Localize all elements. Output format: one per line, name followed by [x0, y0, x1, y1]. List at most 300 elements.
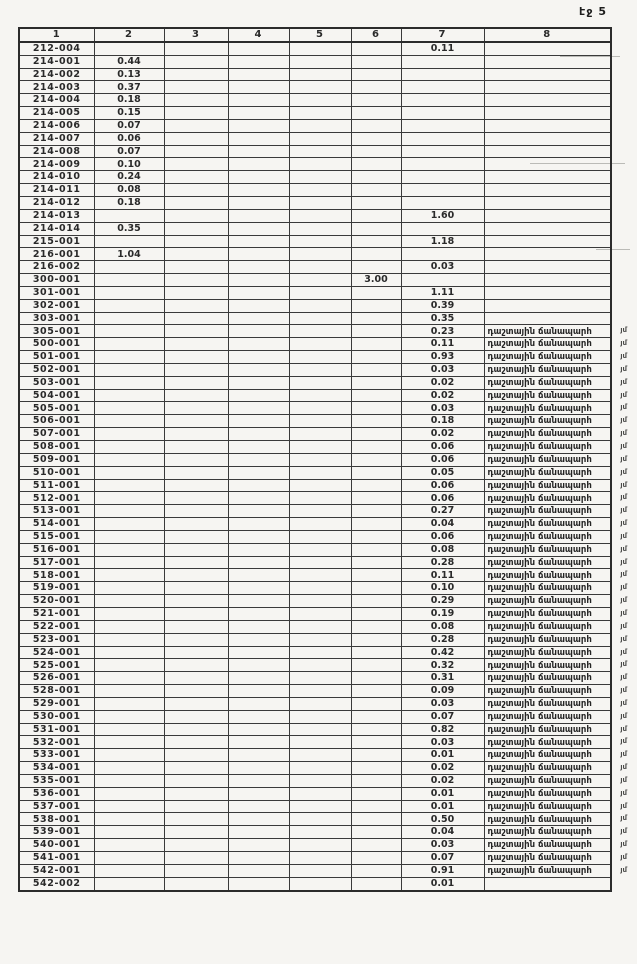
col5-cell [289, 55, 351, 68]
table-row [19, 800, 611, 813]
row-code-cell: 526-001 [19, 672, 94, 685]
col6-value-cell [351, 402, 401, 415]
col7-value-cell [401, 107, 484, 120]
table-row [19, 852, 611, 865]
margin-annotation: յմ [620, 583, 627, 592]
row-code-cell: 504-001 [19, 389, 94, 402]
col4-cell [228, 94, 289, 107]
road-label: դաշտային ճանապարհ [487, 776, 592, 787]
margin-annotation: յմ [620, 686, 627, 695]
table-row [19, 415, 611, 428]
road-label-cell [484, 839, 627, 852]
road-label-cell [484, 762, 627, 775]
page-number-label: էջ 5 [579, 5, 607, 18]
col6-value-cell [351, 646, 401, 659]
col7-value-cell [401, 248, 484, 261]
col5-cell [289, 877, 351, 890]
col3-cell [164, 762, 228, 775]
col3-cell [164, 299, 228, 312]
column-header-2: 2 [94, 28, 164, 42]
road-label-cell [484, 415, 627, 428]
table-row [19, 839, 611, 852]
col3-cell [164, 68, 228, 81]
col6-value-cell [351, 582, 401, 595]
col3-cell [164, 864, 228, 877]
road-label-cell [484, 132, 611, 145]
table-row [19, 453, 611, 466]
col3-cell [164, 582, 228, 595]
col4-cell [228, 813, 289, 826]
col4-cell [228, 826, 289, 839]
col3-cell [164, 607, 228, 620]
col7-value-cell: 0.06 [401, 492, 484, 505]
table-row [19, 505, 611, 518]
margin-annotation: յմ [620, 467, 627, 476]
col4-cell [228, 145, 289, 158]
col6-value-cell [351, 145, 401, 158]
col4-cell [228, 659, 289, 672]
table-row [19, 171, 611, 184]
col3-cell [164, 261, 228, 274]
table-row [19, 774, 611, 787]
road-label-cell [484, 697, 627, 710]
road-label: դաշտային ճանապարհ [487, 724, 592, 735]
col4-cell [228, 697, 289, 710]
road-label: դաշտային ճանապարհ [487, 647, 592, 658]
col4-cell [228, 184, 289, 197]
col5-cell [289, 646, 351, 659]
col2-value-cell [94, 543, 164, 556]
col5-cell [289, 582, 351, 595]
col2-value-cell [94, 235, 164, 248]
margin-annotation: յմ [620, 647, 627, 656]
col4-cell [228, 466, 289, 479]
col3-cell [164, 55, 228, 68]
margin-annotation: յմ [620, 865, 627, 874]
col3-cell [164, 530, 228, 543]
col2-value-cell [94, 633, 164, 646]
col4-cell [228, 762, 289, 775]
row-code-cell: 516-001 [19, 543, 94, 556]
table-row [19, 338, 611, 351]
margin-annotation: յմ [620, 377, 627, 386]
road-label: դաշտային ճանապարհ [487, 467, 592, 478]
col2-value-cell [94, 338, 164, 351]
table-row [19, 261, 611, 274]
col2-value-cell [94, 697, 164, 710]
col2-value-cell [94, 415, 164, 428]
col6-value-cell [351, 672, 401, 685]
col5-cell [289, 389, 351, 402]
col4-cell [228, 685, 289, 698]
road-label-cell [484, 826, 627, 839]
road-label-cell [484, 235, 611, 248]
col7-value-cell [401, 222, 484, 235]
col6-value-cell [351, 248, 401, 261]
col5-cell [289, 453, 351, 466]
col7-value-cell: 0.06 [401, 441, 484, 454]
margin-annotation: յմ [620, 442, 627, 450]
road-label-cell [484, 222, 611, 235]
road-label-cell [484, 685, 627, 698]
road-label-cell [484, 158, 611, 171]
col7-value-cell: 0.50 [401, 813, 484, 826]
col2-value-cell [94, 351, 164, 364]
table-row [19, 492, 611, 505]
road-label: դաշտային ճանապարհ [487, 570, 592, 581]
row-code-cell: 508-001 [19, 441, 94, 454]
col3-cell [164, 325, 228, 338]
col7-value-cell: 0.06 [401, 453, 484, 466]
margin-annotation: յմ [620, 814, 627, 823]
col6-value-cell [351, 196, 401, 209]
table-row [19, 787, 611, 800]
table-row [19, 145, 611, 158]
col7-value-cell: 0.03 [401, 697, 484, 710]
col3-cell [164, 543, 228, 556]
road-label-cell [484, 248, 611, 261]
col3-cell [164, 659, 228, 672]
col5-cell [289, 569, 351, 582]
col6-value-cell [351, 261, 401, 274]
col4-cell [228, 158, 289, 171]
table-row [19, 543, 611, 556]
row-code-cell: 214-008 [19, 145, 94, 158]
margin-annotation: յմ [620, 621, 627, 630]
col2-value-cell [94, 363, 164, 376]
col4-cell [228, 864, 289, 877]
table-row [19, 556, 611, 569]
col6-value-cell [351, 697, 401, 710]
col2-value-cell [94, 518, 164, 531]
row-code-cell: 536-001 [19, 787, 94, 800]
road-label-cell [484, 530, 627, 543]
row-code-cell: 520-001 [19, 595, 94, 608]
col7-value-cell: 0.02 [401, 428, 484, 441]
col7-value-cell: 0.42 [401, 646, 484, 659]
road-label: դաշտային ճանապարհ [487, 506, 592, 517]
road-label: դաշտային ճանապարհ [487, 840, 592, 851]
col3-cell [164, 479, 228, 492]
row-code-cell: 534-001 [19, 762, 94, 775]
col2-value-cell [94, 274, 164, 287]
col7-value-cell [401, 274, 484, 287]
table-row [19, 222, 611, 235]
col5-cell [289, 672, 351, 685]
row-code-cell: 301-001 [19, 286, 94, 299]
col4-cell [228, 389, 289, 402]
col6-value-cell [351, 415, 401, 428]
col5-cell [289, 839, 351, 852]
col4-cell [228, 171, 289, 184]
col3-cell [164, 363, 228, 376]
road-label: դաշտային ճանապարհ [487, 737, 592, 748]
col4-cell [228, 363, 289, 376]
row-code-cell: 300-001 [19, 274, 94, 287]
col6-value-cell [351, 453, 401, 466]
road-label-cell [484, 55, 611, 68]
col3-cell [164, 595, 228, 608]
col5-cell [289, 633, 351, 646]
road-label-cell [484, 492, 627, 505]
table-row [19, 749, 611, 762]
col7-value-cell: 0.28 [401, 556, 484, 569]
road-label-cell [484, 864, 627, 877]
col2-value-cell [94, 826, 164, 839]
col7-value-cell: 0.01 [401, 877, 484, 890]
col2-value-cell: 1.04 [94, 248, 164, 261]
table-row [19, 428, 611, 441]
col2-value-cell [94, 864, 164, 877]
road-label-cell [484, 94, 611, 107]
road-label: դաշտային ճանապարհ [487, 814, 592, 825]
margin-annotation: յմ [620, 724, 627, 733]
road-label: դաշտային ճանապարհ [487, 519, 592, 530]
row-code-cell: 502-001 [19, 363, 94, 376]
col6-value-cell [351, 543, 401, 556]
col2-value-cell: 0.24 [94, 171, 164, 184]
road-label-cell [484, 299, 611, 312]
col4-cell [228, 736, 289, 749]
col5-cell [289, 196, 351, 209]
col4-cell [228, 633, 289, 646]
road-label-cell [484, 325, 627, 338]
col6-value-cell: 3.00 [351, 274, 401, 287]
col6-value-cell [351, 441, 401, 454]
table-row [19, 351, 611, 364]
row-code-cell: 535-001 [19, 774, 94, 787]
table-row [19, 158, 611, 171]
col7-value-cell: 0.02 [401, 389, 484, 402]
col6-value-cell [351, 595, 401, 608]
col5-cell [289, 145, 351, 158]
col7-value-cell [401, 184, 484, 197]
col4-cell [228, 569, 289, 582]
col5-cell [289, 800, 351, 813]
row-code-cell: 503-001 [19, 376, 94, 389]
row-code-cell: 214-010 [19, 171, 94, 184]
col7-value-cell: 0.08 [401, 543, 484, 556]
col3-cell [164, 196, 228, 209]
table-row [19, 569, 611, 582]
road-label: դաշտային ճանապարհ [487, 557, 592, 568]
row-code-cell: 512-001 [19, 492, 94, 505]
table-row [19, 325, 611, 338]
col5-cell [289, 299, 351, 312]
road-label: դաշտային ճանապարհ [487, 699, 592, 710]
col2-value-cell [94, 672, 164, 685]
row-code-cell: 500-001 [19, 338, 94, 351]
col5-cell [289, 428, 351, 441]
col7-value-cell: 0.10 [401, 582, 484, 595]
margin-annotation: յմ [620, 596, 627, 605]
row-code-cell: 214-006 [19, 119, 94, 132]
row-code-cell: 215-001 [19, 235, 94, 248]
margin-annotation: յմ [620, 788, 627, 797]
col5-cell [289, 607, 351, 620]
col4-cell [228, 479, 289, 492]
col5-cell [289, 119, 351, 132]
col4-cell [228, 274, 289, 287]
table-row [19, 685, 611, 698]
col3-cell [164, 877, 228, 890]
margin-annotation: յմ [620, 339, 627, 348]
col5-cell [289, 274, 351, 287]
table-row [19, 196, 611, 209]
column-header-5: 5 [289, 28, 351, 42]
col7-value-cell [401, 55, 484, 68]
col2-value-cell [94, 441, 164, 454]
road-label-cell [484, 505, 627, 518]
table-row [19, 466, 611, 479]
col7-value-cell: 0.02 [401, 774, 484, 787]
row-code-cell: 214-004 [19, 94, 94, 107]
col2-value-cell [94, 582, 164, 595]
row-code-cell: 542-001 [19, 864, 94, 877]
col3-cell [164, 685, 228, 698]
col5-cell [289, 466, 351, 479]
col2-value-cell [94, 877, 164, 890]
col6-value-cell [351, 351, 401, 364]
road-label-cell [484, 813, 627, 826]
road-label-cell [484, 774, 627, 787]
col3-cell [164, 235, 228, 248]
col2-value-cell [94, 685, 164, 698]
road-label-cell [484, 453, 627, 466]
col7-value-cell: 0.19 [401, 607, 484, 620]
col6-value-cell [351, 338, 401, 351]
col4-cell [228, 286, 289, 299]
col7-value-cell: 0.82 [401, 723, 484, 736]
table-row [19, 107, 611, 120]
table-row [19, 595, 611, 608]
col6-value-cell [351, 505, 401, 518]
road-label-cell [484, 261, 611, 274]
col3-cell [164, 402, 228, 415]
row-code-cell: 214-005 [19, 107, 94, 120]
col3-cell [164, 505, 228, 518]
table-row [19, 723, 611, 736]
col5-cell [289, 620, 351, 633]
row-code-cell: 533-001 [19, 749, 94, 762]
margin-annotation: յմ [620, 801, 627, 810]
table-row [19, 363, 611, 376]
road-label-cell [484, 402, 627, 415]
col4-cell [228, 402, 289, 415]
road-label-cell [484, 42, 611, 55]
col2-value-cell [94, 530, 164, 543]
col5-cell [289, 723, 351, 736]
row-code-cell: 214-014 [19, 222, 94, 235]
road-label-cell [484, 351, 627, 364]
col6-value-cell [351, 171, 401, 184]
col6-value-cell [351, 479, 401, 492]
col2-value-cell [94, 556, 164, 569]
road-label: դաշտային ճանապարհ [487, 750, 592, 761]
table-row [19, 312, 611, 325]
col5-cell [289, 158, 351, 171]
col3-cell [164, 351, 228, 364]
col2-value-cell [94, 787, 164, 800]
col7-value-cell: 0.11 [401, 338, 484, 351]
table-row [19, 132, 611, 145]
road-label-cell [484, 582, 627, 595]
col4-cell [228, 530, 289, 543]
col7-value-cell: 0.06 [401, 530, 484, 543]
col2-value-cell [94, 749, 164, 762]
col6-value-cell [351, 68, 401, 81]
col2-value-cell [94, 466, 164, 479]
column-header-6: 6 [351, 28, 401, 42]
road-label-cell [484, 107, 611, 120]
row-code-cell: 212-004 [19, 42, 94, 55]
col6-value-cell [351, 685, 401, 698]
road-label-cell [484, 184, 611, 197]
road-label-cell [484, 633, 627, 646]
row-code-cell: 214-012 [19, 196, 94, 209]
col2-value-cell: 0.35 [94, 222, 164, 235]
col2-value-cell [94, 659, 164, 672]
margin-annotation: յմ [620, 557, 627, 566]
col5-cell [289, 312, 351, 325]
col6-value-cell [351, 877, 401, 890]
col5-cell [289, 543, 351, 556]
col6-value-cell [351, 492, 401, 505]
table-row [19, 286, 611, 299]
col4-cell [228, 119, 289, 132]
col2-value-cell [94, 402, 164, 415]
col4-cell [228, 68, 289, 81]
row-code-cell: 507-001 [19, 428, 94, 441]
table-row [19, 518, 611, 531]
col6-value-cell [351, 736, 401, 749]
margin-annotation: յմ [620, 454, 627, 463]
col3-cell [164, 312, 228, 325]
table-row [19, 646, 611, 659]
col3-cell [164, 672, 228, 685]
col7-value-cell: 0.08 [401, 620, 484, 633]
table-row [19, 68, 611, 81]
road-label: դաշտային ճանապարհ [487, 377, 592, 388]
row-code-cell: 501-001 [19, 351, 94, 364]
col2-value-cell: 0.15 [94, 107, 164, 120]
row-code-cell: 531-001 [19, 723, 94, 736]
col2-value-cell [94, 376, 164, 389]
col4-cell [228, 299, 289, 312]
col6-value-cell [351, 556, 401, 569]
col3-cell [164, 132, 228, 145]
col2-value-cell [94, 505, 164, 518]
col5-cell [289, 376, 351, 389]
margin-annotation: յմ [620, 352, 627, 361]
column-header-3: 3 [164, 28, 228, 42]
col6-value-cell [351, 94, 401, 107]
road-label-cell [484, 595, 627, 608]
col4-cell [228, 774, 289, 787]
margin-annotation: յմ [620, 519, 627, 528]
col5-cell [289, 94, 351, 107]
col3-cell [164, 248, 228, 261]
col5-cell [289, 402, 351, 415]
col7-value-cell: 0.01 [401, 787, 484, 800]
row-code-cell: 542-002 [19, 877, 94, 890]
col3-cell [164, 800, 228, 813]
col5-cell [289, 530, 351, 543]
row-code-cell: 518-001 [19, 569, 94, 582]
road-label: դաշտային ճանապարհ [487, 532, 592, 543]
col3-cell [164, 518, 228, 531]
col6-value-cell [351, 569, 401, 582]
